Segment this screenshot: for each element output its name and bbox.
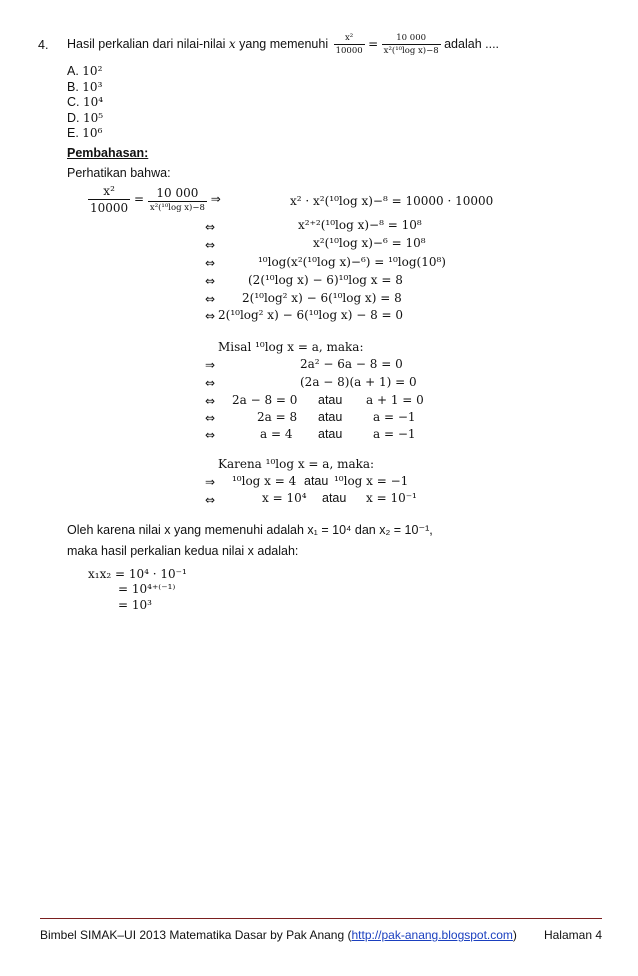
final-step-2-left: x = 10⁴ bbox=[262, 491, 307, 505]
step-4-expr: (2(¹⁰log x) − 6)¹⁰log x = 8 bbox=[248, 273, 403, 287]
step-2-expr: x²(¹⁰log x)−⁶ = 10⁸ bbox=[313, 236, 426, 250]
final-step-2-mid: atau bbox=[322, 491, 347, 505]
question-fraction-right: $\frac{10 000}{\text{x²(¹⁰log x)−8}}$ bbox=[383, 33, 439, 56]
step-1-symbol: ⇔ bbox=[205, 220, 216, 234]
option-b: B. 10³ bbox=[67, 79, 103, 94]
options-list bbox=[67, 64, 103, 142]
product-line-2: = 10⁴⁺⁽⁻¹⁾ bbox=[118, 582, 176, 596]
sub-step-5-right: a = −1 bbox=[373, 427, 416, 441]
first-arrow: ⇒ bbox=[210, 192, 221, 206]
final-step-1-left: ¹⁰log x = 4 bbox=[232, 474, 297, 488]
final-step-2-symbol: ⇔ bbox=[205, 493, 216, 507]
conclusion-line-2: maka hasil perkalian kedua nilai x adalah: bbox=[67, 544, 299, 558]
question-text-prefix: Hasil perkalian dari nilai-nilai bbox=[67, 36, 226, 51]
product-line-3: = 10³ bbox=[118, 598, 152, 612]
sub-step-2-expr: (2a − 8)(a + 1) = 0 bbox=[300, 375, 417, 389]
step-3-symbol: ⇔ bbox=[205, 256, 216, 270]
sub-step-4-mid: atau bbox=[318, 410, 343, 424]
sub-step-3-symbol: ⇔ bbox=[205, 394, 216, 408]
sub-step-2-symbol: ⇔ bbox=[205, 376, 216, 390]
step-6-symbol: ⇔ bbox=[205, 309, 216, 323]
option-c: C. 10⁴ bbox=[67, 95, 104, 109]
start-fraction-left: $\frac{\text{x²}}{10000}$ bbox=[90, 184, 129, 215]
question-text-suffix: adalah .... bbox=[444, 36, 500, 51]
sub-step-3-mid: atau bbox=[318, 393, 343, 407]
option-e: E. 10⁶ bbox=[67, 126, 103, 140]
footer-page-number: Halaman 4 bbox=[543, 928, 602, 942]
product-line-1: x₁x₂ = 10⁴ · 10⁻¹ bbox=[88, 567, 187, 581]
sub-step-1-symbol: ⇒ bbox=[205, 358, 216, 372]
sub-step-3-right: a + 1 = 0 bbox=[366, 393, 424, 407]
step-5-symbol: ⇔ bbox=[205, 292, 216, 306]
solution-intro: Perhatikan bahwa: bbox=[67, 166, 171, 180]
question-stem bbox=[67, 33, 499, 56]
first-line-right: x² · x²(¹⁰log x)−⁸ = 10000 · 10000 bbox=[290, 194, 494, 208]
sub-step-5-mid: atau bbox=[318, 427, 343, 441]
question-fraction-left: $\frac{\text{x²}}{10000}$ bbox=[335, 33, 363, 56]
sub-step-5-left: a = 4 bbox=[260, 427, 293, 441]
solution-start-equation: $\frac{\text{x²}}{10000}$ = $\frac{10 000}{\text{x²(¹⁰log x)−8}}$ ⇒ bbox=[90, 184, 221, 215]
option-d: D. 10⁵ bbox=[67, 110, 104, 125]
option-a: A. 10² bbox=[67, 64, 103, 78]
sub-step-4-right: a = −1 bbox=[373, 410, 416, 424]
question-number: 4. bbox=[38, 38, 49, 52]
step-6-expr: 2(¹⁰log² x) − 6(¹⁰log x) − 8 = 0 bbox=[218, 308, 404, 322]
sub-step-5-symbol: ⇔ bbox=[205, 428, 216, 442]
question-var-x: x bbox=[228, 36, 236, 51]
footer-divider bbox=[40, 918, 602, 919]
step-3-expr: ¹⁰log(x²(¹⁰log x)−⁶) = ¹⁰log(10⁸) bbox=[258, 255, 446, 269]
solution-heading: Pembahasan: bbox=[67, 146, 149, 160]
step-2-symbol: ⇔ bbox=[205, 238, 216, 252]
footer-left: Bimbel SIMAK–UI 2013 Matematika Dasar by Pak Anang (http://pak-anang.blogspot.com) bbox=[40, 928, 517, 942]
start-fraction-right: $\frac{10 000}{\text{x²(¹⁰log x)−8}}$ bbox=[149, 186, 205, 213]
misal-line: Misal ¹⁰log x = a, maka: bbox=[218, 340, 364, 354]
sub-step-1-expr: 2a² − 6a − 8 = 0 bbox=[300, 357, 403, 371]
conclusion-line-1: Oleh karena nilai x yang memenuhi adalah x₁ = 10⁴ dan x₂ = 10⁻¹, bbox=[67, 523, 433, 537]
sub-step-4-left: 2a = 8 bbox=[257, 410, 298, 424]
karena-line: Karena ¹⁰log x = a, maka: bbox=[218, 457, 375, 471]
final-step-1-mid: atau bbox=[304, 474, 329, 488]
final-step-2-right: x = 10⁻¹ bbox=[366, 491, 417, 505]
question-text-mid: yang memenuhi bbox=[239, 36, 329, 51]
final-step-1-symbol: ⇒ bbox=[205, 475, 216, 489]
step-4-symbol: ⇔ bbox=[205, 274, 216, 288]
sub-step-3-left: 2a − 8 = 0 bbox=[232, 393, 298, 407]
step-1-expr: x²⁺²(¹⁰log x)−⁸ = 10⁸ bbox=[298, 218, 422, 232]
footer-link[interactable]: http://pak-anang.blogspot.com bbox=[351, 928, 513, 942]
step-5-expr: 2(¹⁰log² x) − 6(¹⁰log x) = 8 bbox=[242, 291, 402, 305]
question-equals: = bbox=[368, 36, 379, 51]
final-step-1-right: ¹⁰log x = −1 bbox=[334, 474, 409, 488]
sub-step-4-symbol: ⇔ bbox=[205, 411, 216, 425]
